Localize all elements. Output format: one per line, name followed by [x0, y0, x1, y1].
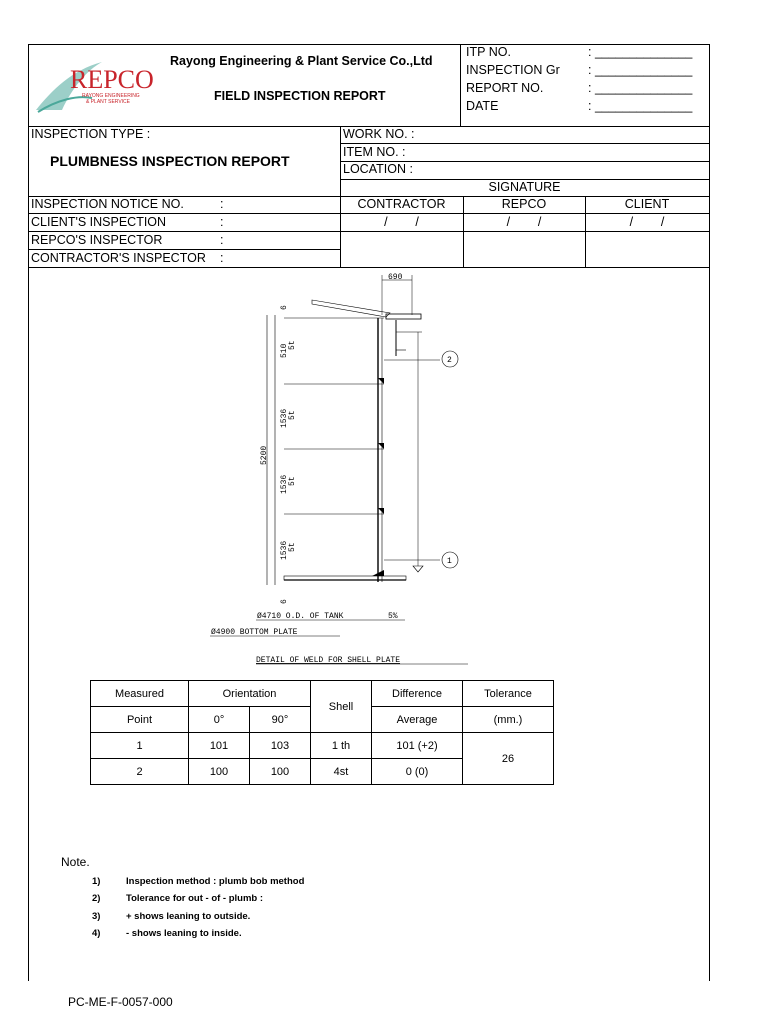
bottom-plate-label: Ø4900 BOTTOM PLATE: [211, 628, 298, 637]
company-logo: [32, 50, 162, 115]
h-tolerance: Tolerance: [463, 681, 554, 707]
tank-shell-drawing: [200, 270, 500, 670]
tank-od-label: Ø4710 O.D. OF TANK: [257, 612, 344, 621]
itp-no-value[interactable]: : ______________: [588, 45, 693, 59]
callout-1: 1: [447, 557, 452, 566]
tolerance-value: 26: [463, 733, 554, 785]
thick-2: 5t: [288, 410, 297, 420]
measurement-table: [90, 680, 554, 785]
repco-date[interactable]: / /: [506, 215, 542, 229]
repco-inspector-label: REPCO'S INSPECTOR: [31, 233, 163, 247]
note-text-3: + shows leaning to outside.: [126, 911, 251, 922]
inspection-gr-label: INSPECTION Gr: [466, 63, 560, 77]
form-title: FIELD INSPECTION REPORT: [214, 89, 386, 103]
itp-no-label: ITP NO.: [466, 45, 511, 59]
note-num-2: 2): [92, 893, 101, 904]
callout-2: 2: [447, 356, 452, 365]
dim-shell-3: 1536: [280, 474, 289, 494]
sig-col-contractor: CONTRACTOR: [357, 197, 446, 211]
report-no-value[interactable]: : ______________: [588, 81, 693, 95]
table-row: 1 101 103 1 th 101 (+2) 26: [91, 733, 554, 759]
tank-od-suffix: 5%: [388, 612, 398, 621]
h-shell: Shell: [311, 681, 372, 733]
company-name: Rayong Engineering & Plant Service Co.,Ltd: [170, 54, 433, 68]
h-point: Point: [91, 707, 189, 733]
h-measured: Measured: [91, 681, 189, 707]
signature-header: SIGNATURE: [488, 180, 561, 194]
work-no-label: WORK NO. :: [343, 127, 415, 141]
h-90: 90°: [250, 707, 311, 733]
client-date[interactable]: / /: [629, 215, 665, 229]
note-text-2: Tolerance for out - of - plumb :: [126, 893, 264, 904]
h-average: Average: [372, 707, 463, 733]
report-no-label: REPORT NO.: [466, 81, 544, 95]
form-code: PC-ME-F-0057-000: [68, 995, 173, 1009]
contractor-inspector-label: CONTRACTOR'S INSPECTOR: [31, 251, 206, 265]
note-text-1: Inspection method : plumb bob method: [126, 876, 305, 887]
clients-inspection-colon: :: [220, 215, 224, 229]
date-label: DATE: [466, 99, 499, 113]
inspection-gr-value[interactable]: : ______________: [588, 63, 693, 77]
thick-3: 5t: [288, 476, 297, 486]
dim-shell-4: 1536: [280, 540, 289, 560]
notice-no-label: INSPECTION NOTICE NO.: [31, 197, 184, 211]
note-num-3: 3): [92, 911, 101, 922]
sig-col-client: CLIENT: [624, 197, 670, 211]
h-orientation: Orientation: [189, 681, 311, 707]
date-value[interactable]: : ______________: [588, 99, 693, 113]
h-mm: (mm.): [463, 707, 554, 733]
sig-col-repco: REPCO: [501, 197, 547, 211]
dim-top: 690: [388, 273, 403, 282]
repco-inspector-colon: :: [220, 233, 224, 247]
notes-title: Note.: [61, 855, 90, 869]
h-0: 0°: [189, 707, 250, 733]
item-no-label: ITEM NO. :: [343, 145, 406, 159]
dim-shell-1: 510: [280, 343, 289, 358]
contractor-inspector-colon: :: [220, 251, 224, 265]
svg-text:RAYONG ENGINEERING: RAYONG ENGINEERING: [82, 93, 140, 99]
h-difference: Difference: [372, 681, 463, 707]
dim-shell-2: 1536: [280, 408, 289, 428]
note-num-4: 4): [92, 928, 101, 939]
svg-text:& PLANT SERVICE: & PLANT SERVICE: [86, 99, 130, 105]
notice-no-colon: :: [220, 197, 224, 211]
location-label: LOCATION :: [343, 162, 413, 176]
thick-4: 5t: [288, 542, 297, 552]
dim-small-top: 6: [280, 305, 289, 310]
note-num-1: 1): [92, 876, 101, 887]
inspection-type-value: PLUMBNESS INSPECTION REPORT: [50, 153, 290, 169]
logo-text: REPCO: [70, 65, 154, 94]
thick-1: 5t: [288, 340, 297, 350]
contractor-date[interactable]: / /: [384, 215, 419, 229]
note-text-4: - shows leaning to inside.: [126, 928, 242, 939]
dim-total: 5200: [260, 445, 269, 465]
table-row: 2 100 100 4st 0 (0): [91, 759, 554, 785]
inspection-type-label: INSPECTION TYPE :: [31, 127, 151, 141]
drawing-caption: DETAIL OF WELD FOR SHELL PLATE: [256, 656, 401, 665]
dim-small-bottom: 6: [280, 599, 289, 604]
clients-inspection-label: CLIENT'S INSPECTION: [31, 215, 167, 229]
